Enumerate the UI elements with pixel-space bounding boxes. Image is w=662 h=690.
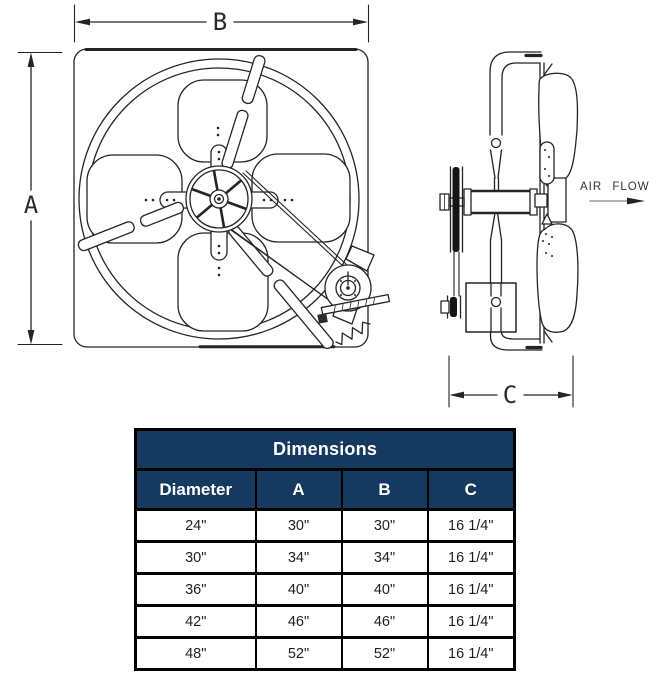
air-flow-label: AIR FLOW bbox=[580, 181, 650, 193]
cell-b: 46" bbox=[342, 606, 428, 638]
fan-side-view bbox=[440, 52, 578, 350]
cell-diameter: 30" bbox=[136, 542, 256, 574]
cell-diameter: 42" bbox=[136, 606, 256, 638]
dimensions-table bbox=[134, 428, 516, 671]
dim-a-label: A bbox=[23, 191, 39, 219]
cell-diameter: 24" bbox=[136, 510, 256, 542]
cell-b: 34" bbox=[342, 542, 428, 574]
cell-a: 46" bbox=[256, 606, 342, 638]
cell-a: 52" bbox=[256, 638, 342, 670]
cell-c: 16 1/4" bbox=[428, 606, 515, 638]
table-row bbox=[136, 542, 515, 574]
column-header-c: C bbox=[428, 470, 515, 510]
cell-c: 16 1/4" bbox=[428, 510, 515, 542]
cell-b: 52" bbox=[342, 638, 428, 670]
column-header-diameter: Diameter bbox=[136, 470, 256, 510]
cell-diameter: 36" bbox=[136, 574, 256, 606]
cell-a: 40" bbox=[256, 574, 342, 606]
fan-front-view bbox=[74, 49, 389, 350]
table-row bbox=[136, 606, 515, 638]
cell-b: 40" bbox=[342, 574, 428, 606]
table-title: Dimensions bbox=[136, 430, 515, 470]
dimension-b-arrow bbox=[75, 5, 369, 42]
cell-c: 16 1/4" bbox=[428, 638, 515, 670]
table-row bbox=[136, 638, 515, 670]
dim-b-label: B bbox=[212, 8, 228, 36]
dimension-c-arrow bbox=[449, 356, 573, 409]
dim-c-label: C bbox=[502, 381, 518, 409]
table-header-row bbox=[136, 470, 515, 510]
table-title-row bbox=[136, 430, 515, 470]
column-header-a: A bbox=[256, 470, 342, 510]
cell-c: 16 1/4" bbox=[428, 574, 515, 606]
air-flow-annotation bbox=[580, 181, 650, 204]
cell-c: 16 1/4" bbox=[428, 542, 515, 574]
column-header-b: B bbox=[342, 470, 428, 510]
dimension-a-arrow bbox=[18, 53, 62, 345]
cell-a: 30" bbox=[256, 510, 342, 542]
side-pulleys-belt bbox=[441, 167, 463, 318]
cell-a: 34" bbox=[256, 542, 342, 574]
table-row bbox=[136, 510, 515, 542]
table-row bbox=[136, 574, 515, 606]
fan-pulley bbox=[186, 166, 252, 232]
cell-b: 30" bbox=[342, 510, 428, 542]
cell-diameter: 48" bbox=[136, 638, 256, 670]
